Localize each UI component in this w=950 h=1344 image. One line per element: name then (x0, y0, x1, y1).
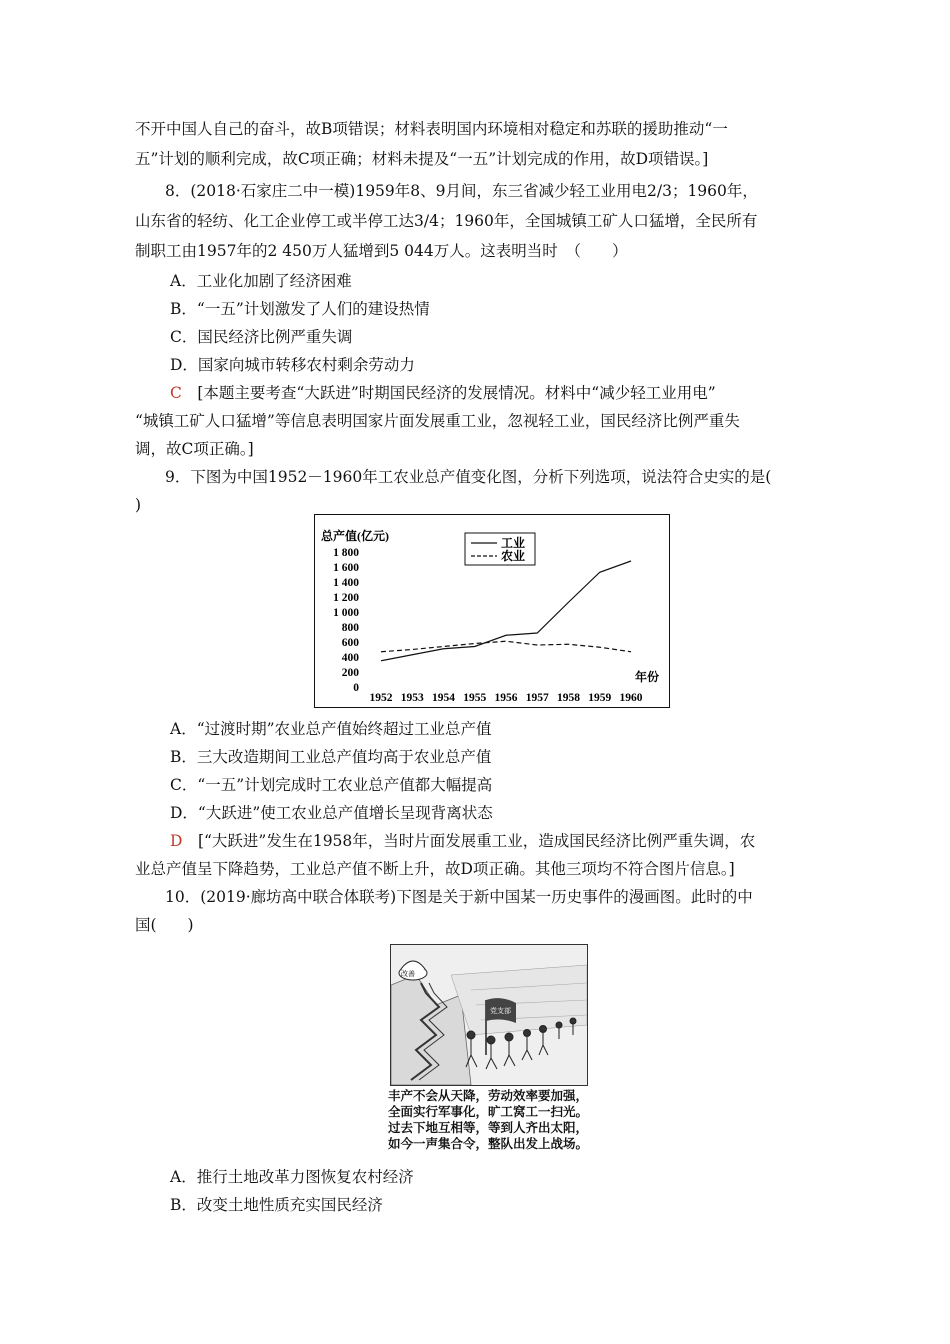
y-tick-label: 0 (353, 682, 359, 694)
question-8-answer: 调，故C项正确。] (135, 440, 254, 458)
y-tick-label: 1 200 (333, 592, 359, 604)
y-tick-label: 1 400 (333, 577, 359, 589)
x-tick-label: 1958 (557, 692, 580, 704)
question-8-answer (170, 382, 850, 404)
text-line: 不开中国人自己的奋斗，故B项错误；材料表明国内环境相对稳定和苏联的援助推动“一 (135, 120, 728, 138)
x-tick-label: 1959 (588, 692, 612, 704)
question-8-option-b: B．“一五”计划激发了人们的建设热情 (170, 300, 430, 318)
production-value-chart (314, 514, 670, 708)
question-8-option-c: C．国民经济比例严重失调 (170, 328, 353, 346)
x-tick-label: 1953 (400, 692, 424, 704)
x-tick-label: 1956 (494, 692, 518, 704)
x-tick-label: 1954 (432, 692, 455, 704)
question-10-stem: 10．(2019·廊坊高中联合体联考)下图是关于新中国某一历史事件的漫画图。此时的中 (165, 888, 753, 906)
series-line-agriculture (381, 641, 631, 652)
answer-explanation: [“大跃进”发生在1958年，当时片面发展重工业，造成国民经济比例严重失调，农 (182, 832, 756, 850)
x-tick-label: 1952 (369, 692, 393, 704)
question-9-option-d: D．“大跃进”使工农业总产值增长呈现背离状态 (170, 804, 493, 822)
y-tick-label: 600 (341, 637, 359, 649)
question-8-answer: “城镇工矿人口猛增”等信息表明国家片面发展重工业，忽视轻工业，国民经济比例严重失 (135, 412, 740, 430)
chart-canvas (315, 515, 669, 707)
y-tick-label: 400 (341, 652, 359, 664)
question-9-option-b: B．三大改造期间工业总产值均高于农业总产值 (170, 748, 492, 766)
cartoon-caption-line: 丰产不会从天降，劳动效率要加强， (388, 1088, 589, 1103)
x-tick-label: 1960 (619, 692, 643, 704)
y-tick-label: 200 (341, 667, 359, 679)
question-9-option-a: A．“过渡时期”农业总产值始终超过工业总产值 (170, 720, 492, 738)
question-8-stem: 8．(2018·石家庄二中一模)1959年8、9月间，东三省减少轻工业用电2/3；1960年， (165, 182, 758, 200)
question-9-stem: ) (135, 496, 142, 514)
cartoon-flag-label: 党支部 (490, 1007, 511, 1015)
question-10-stem: 国( ) (135, 916, 194, 934)
question-8-option-d: D．国家向城市转移农村剩余劳动力 (170, 356, 415, 374)
question-10-option-a: A．推行土地改革力图恢复农村经济 (170, 1168, 414, 1186)
x-tick-label: 1955 (463, 692, 487, 704)
question-9-option-c: C．“一五”计划完成时工农业总产值都大幅提高 (170, 776, 493, 794)
y-tick-label: 1 000 (333, 607, 359, 619)
cartoon-caption-line: 全面实行军事化，旷工窝工一扫光。 (388, 1104, 589, 1119)
cartoon-image (390, 944, 588, 1086)
question-10-option-b: B．改变土地性质充实国民经济 (170, 1196, 383, 1214)
question-8-stem: 制职工由1957年的2 450万人猛增到5 044万人。这表明当时 （ ） (135, 242, 628, 260)
y-tick-label: 1 800 (333, 547, 359, 559)
answer-letter: D (170, 832, 183, 850)
y-tick-label: 1 600 (333, 562, 359, 574)
legend-label: 工业 (501, 536, 526, 550)
question-9-stem: 9．下图为中国1952－1960年工农业总产值变化图，分析下列选项，说法符合史实的是( (165, 468, 772, 486)
question-9-answer (170, 830, 850, 852)
cartoon-top-label: 改善 (401, 970, 415, 978)
series-line-industry (381, 561, 631, 661)
cartoon-caption-line: 过去下地互相等，等到人齐出太阳， (388, 1120, 589, 1135)
answer-letter: C (170, 384, 182, 402)
answer-explanation: [本题主要考查“大跃进”时期国民经济的发展情况。材料中“减少轻工业用电” (181, 384, 716, 402)
question-8-stem: 山东省的轻纺、化工企业停工或半停工达3/4；1960年，全国城镇工矿人口猛增，全民所有 (135, 212, 758, 230)
text-line: 五”计划的顺利完成，故C项正确；材料未提及“一五”计划完成的作用，故D项错误。] (135, 150, 709, 168)
y-axis-label: 总产值(亿元) (321, 529, 389, 543)
x-tick-label: 1957 (525, 692, 549, 704)
question-9-answer: 业总产值呈下降趋势，工业总产值不断上升，故D项正确。其他三项均不符合图片信息。] (135, 860, 735, 878)
question-8-option-a: A．工业化加剧了经济困难 (170, 272, 352, 290)
y-tick-label: 800 (341, 622, 359, 634)
x-axis-label: 年份 (635, 670, 660, 684)
cartoon-drawing (391, 945, 587, 1085)
cartoon-caption-line: 如今一声集合令，整队出发上战场。 (388, 1136, 589, 1151)
legend-label: 农业 (501, 549, 526, 563)
